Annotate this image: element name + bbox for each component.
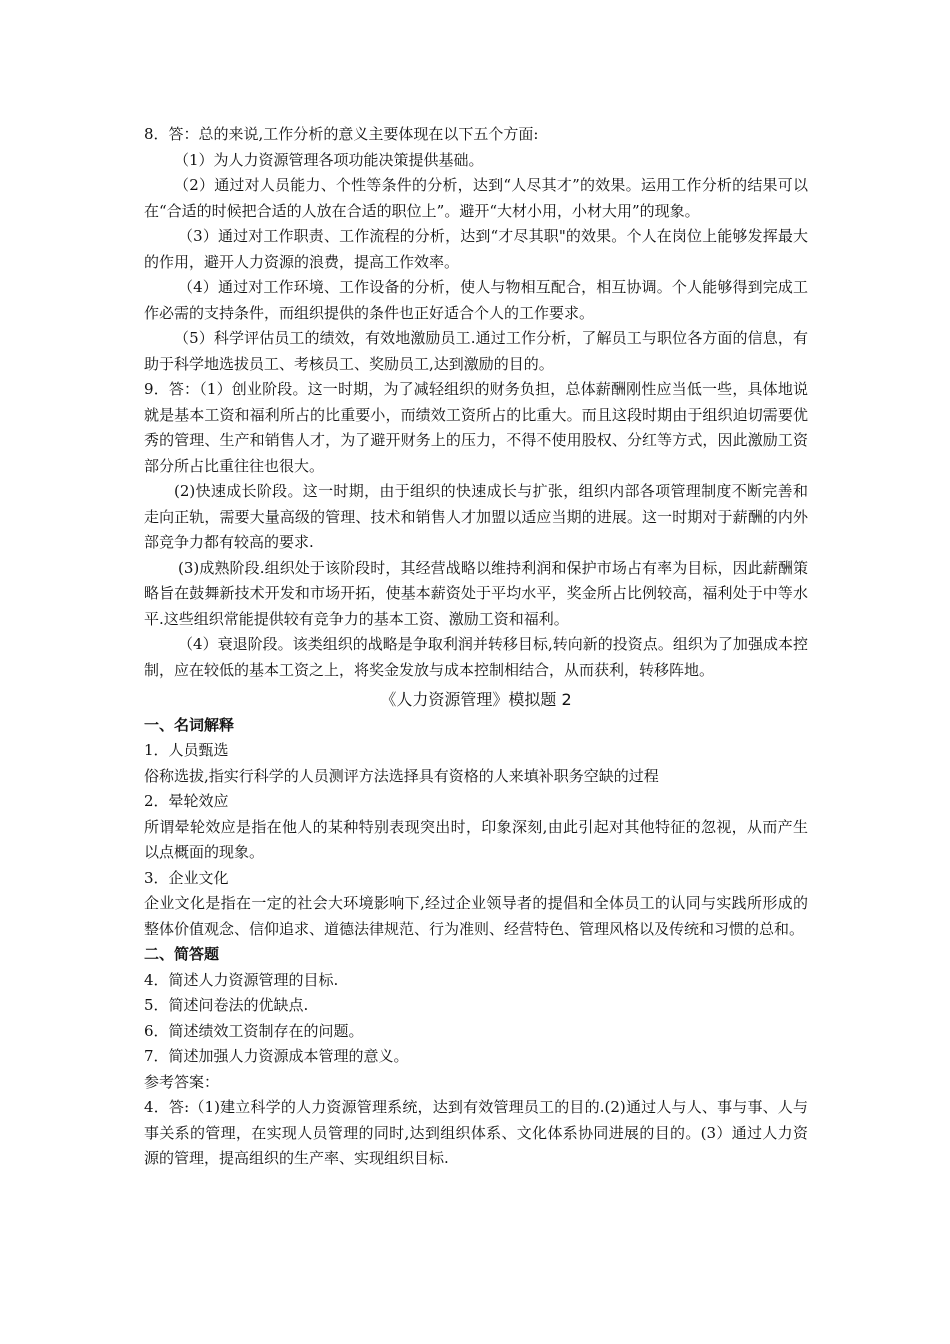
document-title: 《人力资源管理》模拟题 2: [380, 690, 572, 709]
q9-stage-3: (3)成熟阶段.组织处于该阶段时，其经营战略以维持利润和保护市场占有率为目标，因此薪酬策略旨在鼓舞新技术开发和市场开拓，使基本薪资处于平均水平，奖金所占比例较高，福利处于中等水平.这些组织常能提供较有竞争力的基本工资、激励工资和福利。: [144, 558, 808, 628]
q8-point-2: （2）通过对人员能力、个性等条件的分析，达到“人尽其才”的效果。运用工作分析的结果可以在“合适的时候把合适的人放在合适的职位上”。避开“大材小用，小材大用”的现象。: [144, 176, 808, 220]
question-7: 7．简述加强人力资源成本管理的意义。: [144, 1047, 409, 1065]
term-definition-1: 俗称选拔,指实行科学的人员测评方法选择具有资格的人来填补职务空缺的过程: [144, 766, 659, 785]
term-definition-2: 所谓晕轮效应是指在他人的某种特别表现突出时，印象深刻,由此引起对其他特征的忽视，从而产生以点概面的现象。: [144, 817, 808, 861]
term-definition-3: 企业文化是指在一定的社会大环境影响下,经过企业领导者的提倡和全体员工的认同与实践所形成的整体价值观念、信仰追求、道德法律规范、行为准则、经营特色、管理风格以及传统和习惯的总和。: [144, 894, 808, 938]
q8-intro: 8．答：总的来说,工作分析的意义主要体现在以下五个方面:: [144, 125, 539, 143]
term-title-2: 2．晕轮效应: [144, 792, 229, 810]
q9-stage-1: 9．答：（1）创业阶段。这一时期，为了减轻组织的财务负担，总体薪酬刚性应当低一些，具体地说就是基本工资和福利所占的比重要小，而绩效工资所占的比重大。而且这段时期由于组织迫切需要优秀的管理、生产和销售人才，为了避开财务上的压力，不得不使用股权、分红等方式，因此激励工资部分所占比重往往也很大。: [144, 380, 808, 475]
document-page: [144, 122, 808, 1172]
q8-point-5: （5）科学评估员工的绩效，有效地激励员工.通过工作分析，了解员工与职位各方面的信息，有助于科学地选拔员工、考核员工、奖励员工,达到激励的目的。: [144, 329, 808, 373]
question-4: 4．简述人力资源管理的目标.: [144, 970, 339, 989]
section-heading-terms: 一、名词解释: [144, 715, 235, 734]
term-title-3: 3．企业文化: [144, 868, 229, 887]
section-heading-short-answer: 二、简答题: [144, 945, 220, 963]
question-5: 5．简述问卷法的优缺点.: [144, 996, 309, 1014]
q8-point-3: （3）通过对工作职责、工作流程的分析，达到“才尽其职"的效果。个人在岗位上能够发挥最大的作用，避开人力资源的浪费，提高工作效率。: [144, 227, 808, 271]
q9-stage-4: （4）衰退阶段。该类组织的战略是争取利润并转移目标,转向新的投资点。组织为了加强成本控制，应在较低的基本工资之上，将奖金发放与成本控制相结合，从而获利，转移阵地。: [144, 635, 808, 679]
term-title-1: 1．人员甄选: [144, 741, 229, 759]
q8-point-1: （1）为人力资源管理各项功能决策提供基础。: [174, 150, 484, 169]
reference-answers-label: 参考答案：: [144, 1072, 220, 1091]
answer-4: 4．答:（1)建立科学的人力资源管理系统，达到有效管理员工的目的.(2)通过人与人、事与事、人与事关系的管理，在实现人员管理的同时,达到组织体系、文化体系协同进展的目的。(3）通过人力资源的管理，提高组织的生产率、实现组织目标.: [144, 1098, 808, 1167]
q8-point-4: （4）通过对工作环境、工作设备的分析，使人与物相互配合，相互协调。个人能够得到完成工作必需的支持条件，而组织提供的条件也正好适合个人的工作要求。: [144, 278, 808, 322]
question-6: 6．简述绩效工资制存在的问题。: [144, 1021, 364, 1040]
q9-stage-2: (2)快速成长阶段。这一时期，由于组织的快速成长与扩张，组织内部各项管理制度不断完善和走向正轨，需要大量高级的管理、技术和销售人才加盟以适应当期的进展。这一时期对于薪酬的内外部竞争力都有较高的要求.: [144, 482, 808, 551]
